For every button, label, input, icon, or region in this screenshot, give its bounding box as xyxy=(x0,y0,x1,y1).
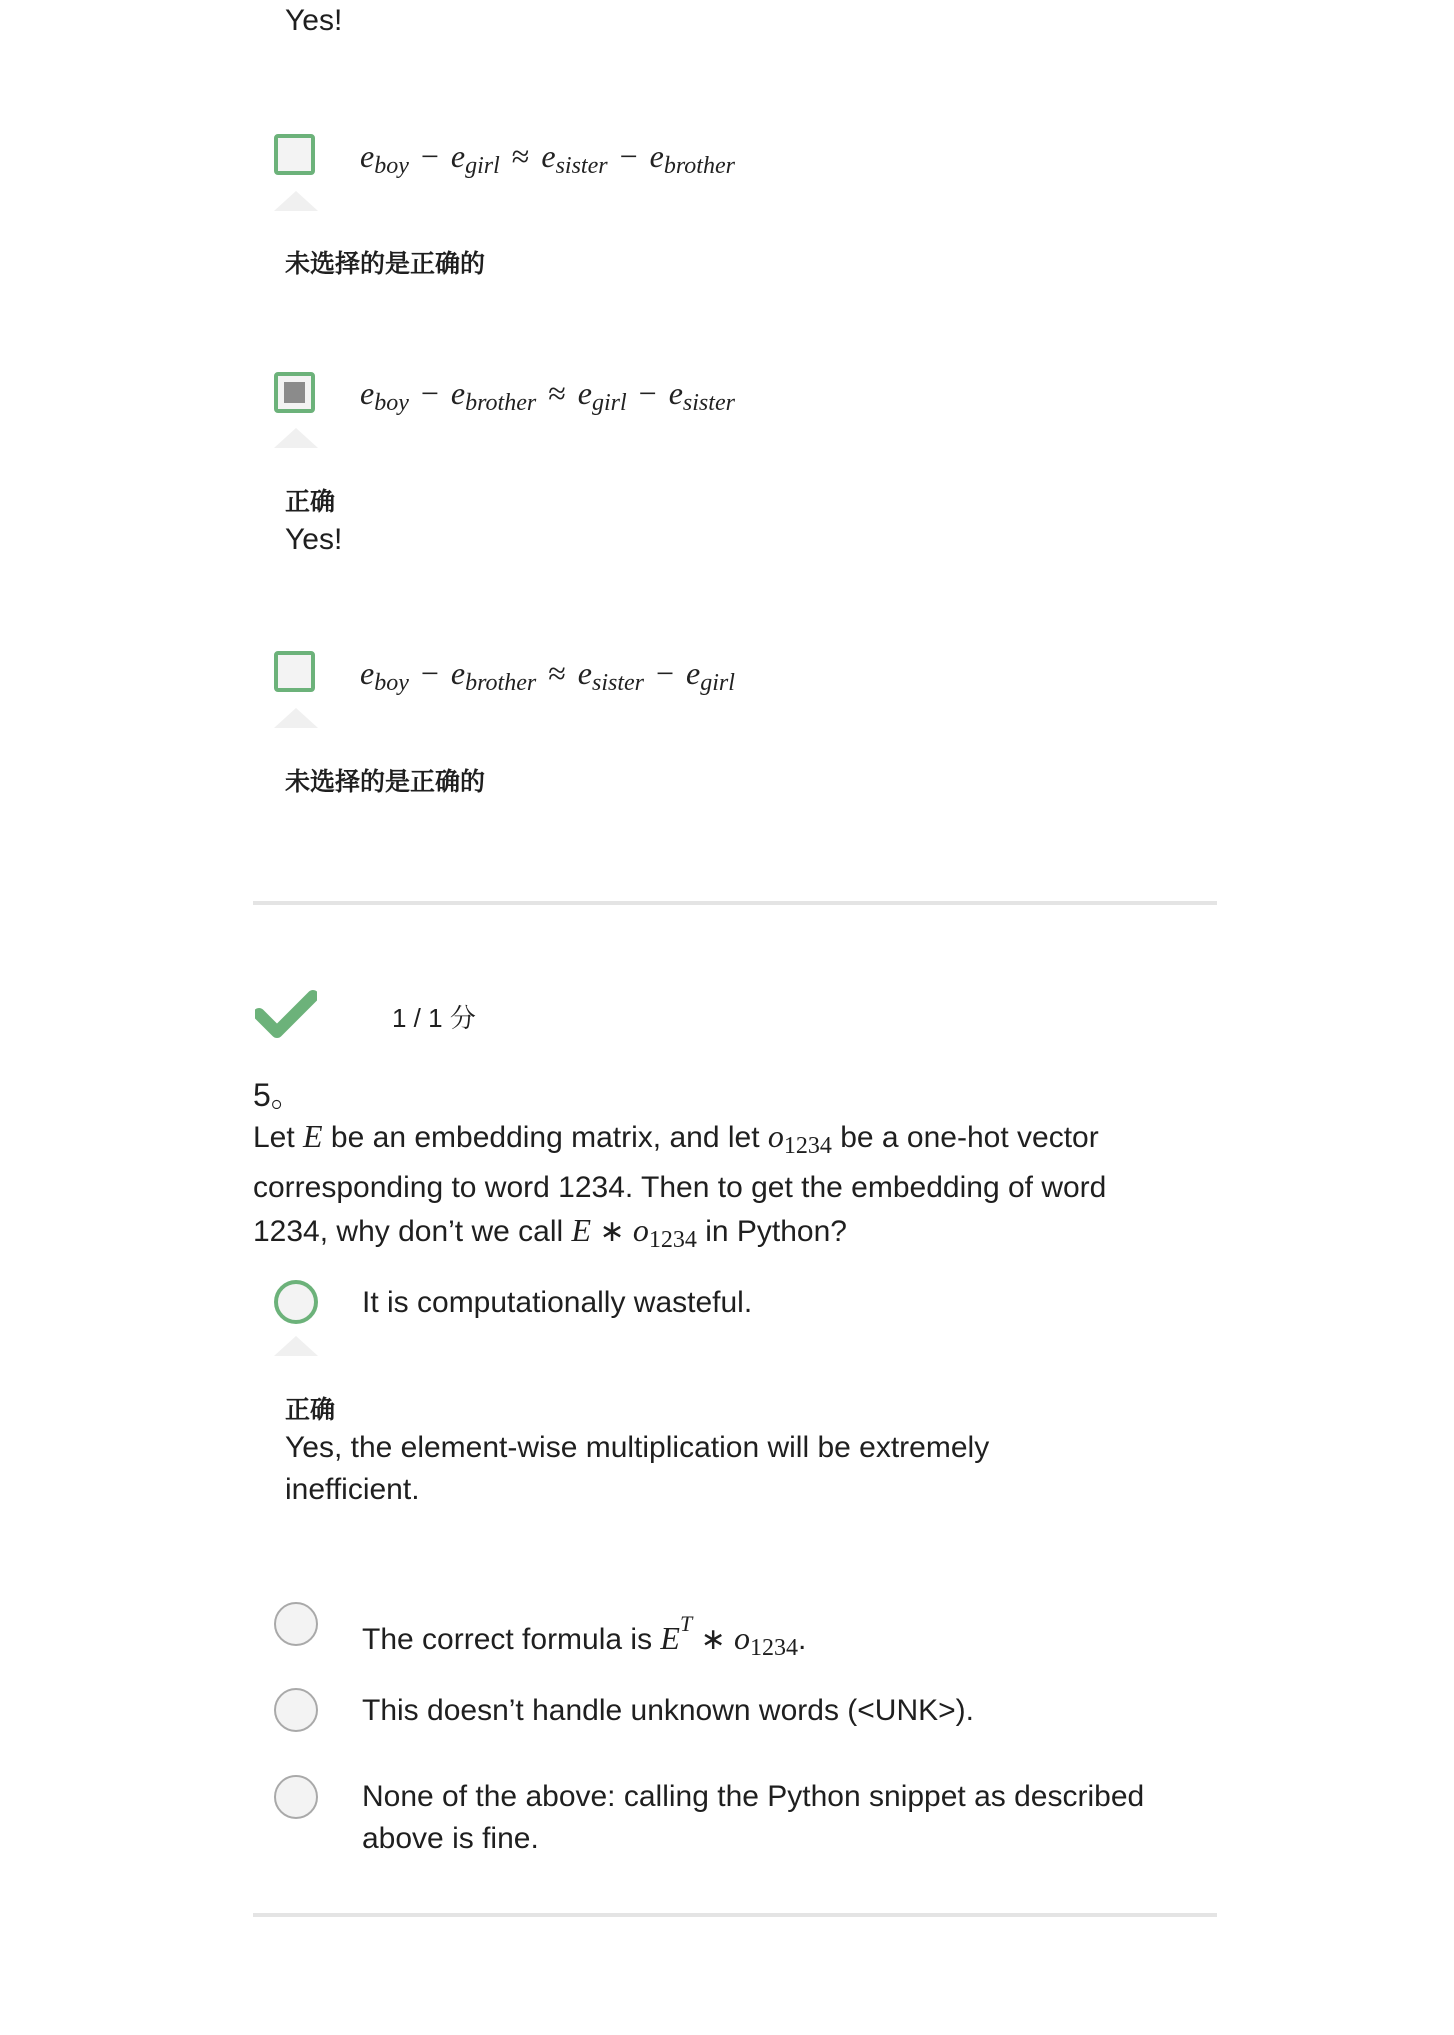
question-line-2: corresponding to word 1234. Then to get the embedding of word xyxy=(253,1171,1107,1204)
option-1-formula: $e_{boy} - e_{girl} \approx e_{sister} - e_{brother}$ xyxy=(360,138,735,179)
feedback-line-1: Yes, the element-wise multiplication will be extremely xyxy=(285,1431,990,1464)
option-2-formula: $e_{boy} - e_{brother} \approx e_{girl} - e_{sister}$ xyxy=(360,375,735,416)
feedback-text xyxy=(285,1427,1185,1511)
feedback-text-top: Yes! xyxy=(285,4,343,37)
radio-option-1-selected[interactable] xyxy=(274,1280,318,1324)
option-4-line-2: above is fine. xyxy=(362,1822,539,1855)
checkbox-option-3[interactable] xyxy=(274,651,315,692)
radio-option-3[interactable] xyxy=(274,1688,318,1732)
section-divider xyxy=(253,1913,1217,1917)
feedback-label-unselected: 未选择的是正确的 xyxy=(285,768,486,796)
feedback-caret xyxy=(274,1336,318,1356)
checkbox-option-1[interactable] xyxy=(274,134,315,175)
feedback-line-2: inefficient. xyxy=(285,1473,420,1506)
feedback-label-correct: 正确 xyxy=(285,488,336,516)
feedback-caret xyxy=(274,191,318,211)
feedback-label-correct: 正确 xyxy=(285,1396,336,1424)
option-4-label[interactable] xyxy=(362,1776,1144,1860)
feedback-label-unselected: 未选择的是正确的 xyxy=(285,250,486,278)
question-line-3: 1234, why don’t we call E ∗ $o_{1234}$ in Python? xyxy=(253,1212,847,1253)
question-number: 5。 xyxy=(253,1077,303,1113)
option-3-formula: $e_{boy} - e_{brother} \approx e_{sister} - e_{girl}$ xyxy=(360,655,735,696)
option-3-label[interactable]: This doesn’t handle unknown words (<UNK>). xyxy=(362,1694,974,1727)
option-4-line-1: None of the above: calling the Python snippet as described xyxy=(362,1780,1145,1813)
feedback-text: Yes! xyxy=(285,523,343,556)
radio-option-2[interactable] xyxy=(274,1602,318,1646)
score-label: 1 / 1 分 xyxy=(392,1003,476,1033)
radio-option-4[interactable] xyxy=(274,1775,318,1819)
question-text xyxy=(253,1115,1106,1261)
checkbox-option-2-checked[interactable] xyxy=(274,372,315,413)
checkmark-icon xyxy=(255,990,317,1038)
question-line-1: Let E be an embedding matrix, and let $o_{1234}$ be a one-hot vector xyxy=(253,1118,1099,1159)
option-2-label[interactable]: The correct formula is $E^T$ ∗ $o_{1234}$. xyxy=(362,1611,807,1661)
feedback-caret xyxy=(274,428,318,448)
feedback-caret xyxy=(274,708,318,728)
section-divider xyxy=(253,901,1217,905)
option-1-label[interactable]: It is computationally wasteful. xyxy=(362,1286,753,1319)
